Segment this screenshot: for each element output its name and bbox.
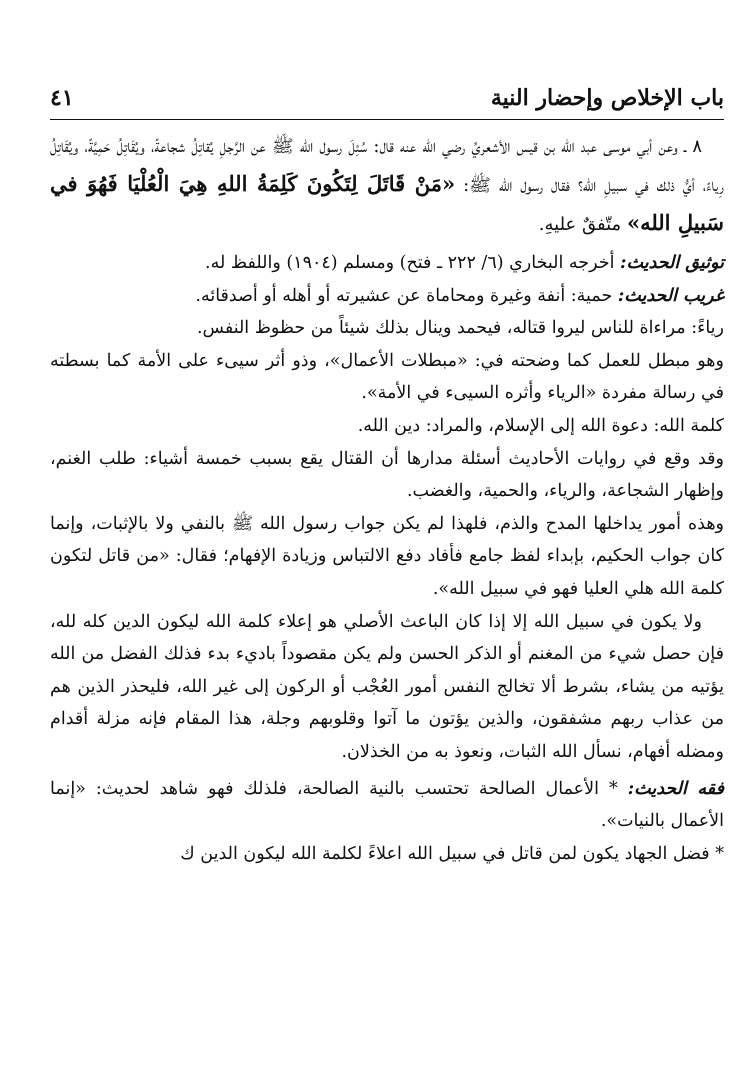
page-number: ٤١	[50, 85, 74, 111]
jawab-paragraph: وهذه أمور يداخلها المدح والذم، فلهذا لم يكن جواب رسول الله ﷺ بالنفي ولا بالإثبات، وإنما كان جواب الحكيم، بإبداء لفظ جامع فأفاد دفع الالتباس وزيادة الإفهام؛ فقال: «من قاتل لتكون كلمة الله هلي العليا فهو في سبيل الله».	[50, 513, 724, 599]
kalimat-allah-paragraph: كلمة الله: دعوة الله إلى الإسلام، والمراد: دين الله.	[357, 415, 724, 436]
mubtil-paragraph: وهو مبطل للعمل كما وضحته في: «مبطلات الأعمال»، وذو أثر سيىء على الأمة كما بسطته في رسالة مفردة «الرياء وأثره السيىء في الأمة».	[50, 350, 724, 404]
hadith-quote: «مَنْ قَاتَلَ لِتَكُونَ كَلِمَةُ اللهِ هِيَ الْعُلْيَا فَهُوَ في سَبيلِ الله»	[50, 171, 724, 235]
riya-paragraph: رياءً: مراءاة للناس ليروا قتاله، فيحمد وينال بذلك شيئاً من حظوظ النفس.	[196, 318, 724, 339]
gharib-paragraph	[50, 280, 724, 313]
takhrij-label: توثيق الحديث:	[620, 253, 724, 273]
hadith-ending: متّفقٌ عليهِ.	[538, 214, 622, 235]
chapter-title: باب الإخلاص وإحضار النية	[490, 85, 724, 111]
riwayat-paragraph: وقد وقع في روايات الأحاديث أسئلة مدارها أن القتال يقع بسبب خمسة أشياء: طلب الغنم، وإظهار الشجاعة، والرياء، والحمية، والغضب.	[50, 448, 724, 502]
gharib-label: غريب الحديث:	[617, 285, 724, 306]
hadith-text	[50, 128, 724, 243]
takhrij-paragraph	[50, 247, 724, 280]
sabil-paragraph: ولا يكون في سبيل الله إلا إذا كان الباعث الأصلي هو إعلاء كلمة الله ليكون الدين كله لله، فإن حصل شيء من المغنم أو الذكر الحسن ولم يكن مقصوداً باديء بدء فذلك الفضل من الله يؤتيه من يشاء، بشرط ألا تخالج النفس أمور العُجْب أو الركون إلى غير الله، فليحذر الذين هم من عذاب ربهم مشفقون، والذين يؤتون ما آتوا وقلوبهم وجلة، هذا المقام فإنه مزلة أقدام ومضله أفهام، نسأل الله الثبات، ونعوذ به من الخذلان.	[50, 611, 724, 762]
fiqh-paragraph	[50, 773, 724, 838]
fiqh-label: فقه الحديث:	[627, 778, 724, 799]
fiqh-text: * الأعمال الصالحة تحتسب بالنية الصالحة، فلذلك فهو شاهد لحديث: «إنما الأعمال بالنيات».	[50, 778, 724, 832]
takhrij-text: أخرجه البخاري (٦/ ٢٢٢ ـ فتح) ومسلم (١٩٠٤) واللفظ له.	[205, 253, 615, 273]
page-body	[50, 128, 724, 1075]
gharib-text: حمية: أنفة وغيرة ومحاماة عن عشيرته أو أهله أو أصدقائه.	[195, 285, 613, 306]
hadith-intro: ٨ ـ وعن أبي موسى عبد الله بن قيس الأشعريِّ رضي الله عنه قال: سُئِلَ رسول الله ﷺ عن الرَّجلِ يُقاتِلُ شجاعةً، ويُقَاتِلُ حَمِيَّةً، ويُقَاتِلُ رِياءً، أيُّ ذلك في سبيلِ الله؟ فقال رسول الله ﷺ:	[50, 136, 724, 196]
page-header	[50, 80, 724, 116]
header-rule	[50, 119, 724, 120]
fiqh-bullet-2: * فضل الجهاد يكون لمن قاتل في سبيل الله اعلاءً لكلمة الله ليكون الدين ك	[180, 843, 724, 864]
